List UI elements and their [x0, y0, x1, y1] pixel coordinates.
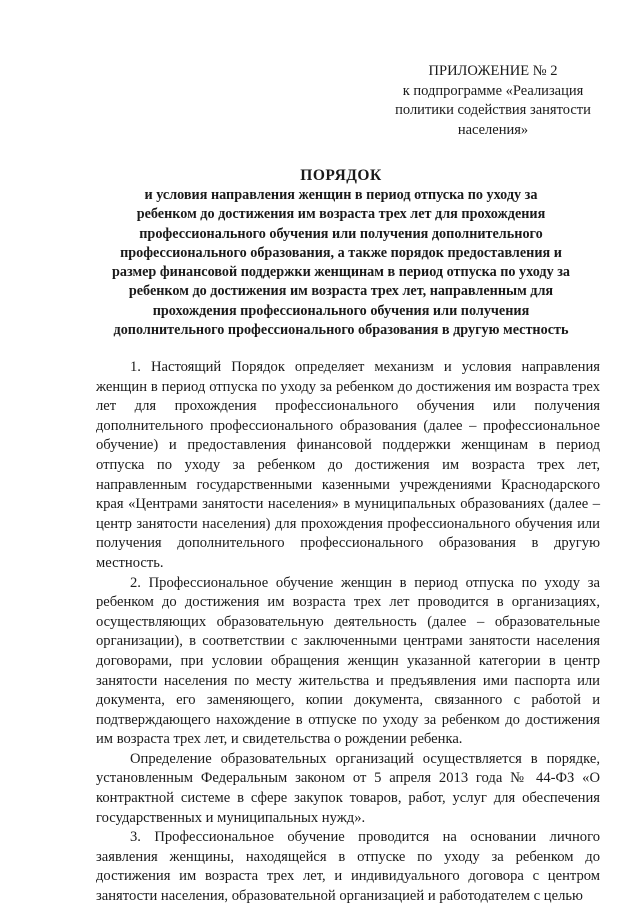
appendix-number: ПРИЛОЖЕНИЕ № 2	[428, 63, 558, 79]
title-line: дополнительного профессионального образования в другую местность	[113, 322, 569, 339]
appendix-header	[388, 62, 598, 140]
paragraph-2-continuation: Определение образовательных организаций осуществляется в порядке, установленным Федеральным законом от 5 апреля 2013 года № 44-ФЗ «О контрактной системе в сфере закупок товаров, работ, услуг для обеспечения государственных и муниципальных нужд».	[96, 750, 600, 826]
title-line: и условия направления женщин в период отпуска по уходу за	[144, 187, 538, 203]
title-line: ребенком до достижения им возраста трех лет, направленным для	[128, 283, 554, 300]
paragraph-2: 2. Профессиональное обучение женщин в период отпуска по уходу за ребенком до достижения им возраста трех лет проводится в организациях, осуществляющих образовательную деятельность (далее – образовательные организации), в соответствии с заключенными центрами занятости населения договорами, при условии обращения женщин указанной категории в центр занятости населения по месту жительства и предъявления ими паспорта или документа, его заменяющего, копии документа, связанного с работой и подтверждающего нахождение в отпуске по уходу за ребенком до достижения им возраста трех лет, и свидетельства о рождении ребенка.	[96, 574, 600, 748]
title-heading: ПОРЯДОК	[300, 167, 382, 184]
title-line: профессионального образования, а также порядок предоставления и	[120, 244, 562, 261]
paragraph-1: 1. Настоящий Порядок определяет механизм и условия направления женщин в период отпуска по уходу за ребенком до достижения им возраста трех лет для прохождения профессионального обучения или получения дополнительного профессионального образования (далее – профессиональное обучение) и предоставления финансовой поддержки женщинам в период отпуска по уходу за ребенком до достижения им возраста трех лет, направленным государственными казенными учреждениями Краснодарского края «Центрами занятости населения» в муниципальных образованиях (далее – центр занятости населения) для прохождения профессионального обучения или получения дополнительного профессионального образования в другую местность.	[96, 359, 600, 571]
title-line: ребенком до достижения им возраста трех лет для прохождения	[136, 206, 546, 223]
title-subtitle	[96, 186, 586, 340]
appendix-reference: к подпрограмме «Реализация	[402, 82, 584, 99]
title-line: размер финансовой поддержки женщинам в период отпуска по уходу за	[111, 264, 571, 281]
document-title	[96, 166, 586, 340]
appendix-reference: населения»	[457, 121, 529, 138]
title-line: профессионального обучения или получения дополнительного	[139, 225, 543, 242]
title-line: прохождения профессионального обучения или получения	[152, 302, 530, 319]
appendix-reference: политики содействия занятости	[395, 102, 591, 118]
paragraph-3: 3. Профессиональное обучение проводится на основании личного заявления женщины, находящейся в отпуске по уходу за ребенком до достижения им возраста трех лет, и индивидуального договора с центром занятости населения, образовательной организацией и работодателем с целью	[96, 829, 600, 905]
document-body	[96, 358, 600, 907]
